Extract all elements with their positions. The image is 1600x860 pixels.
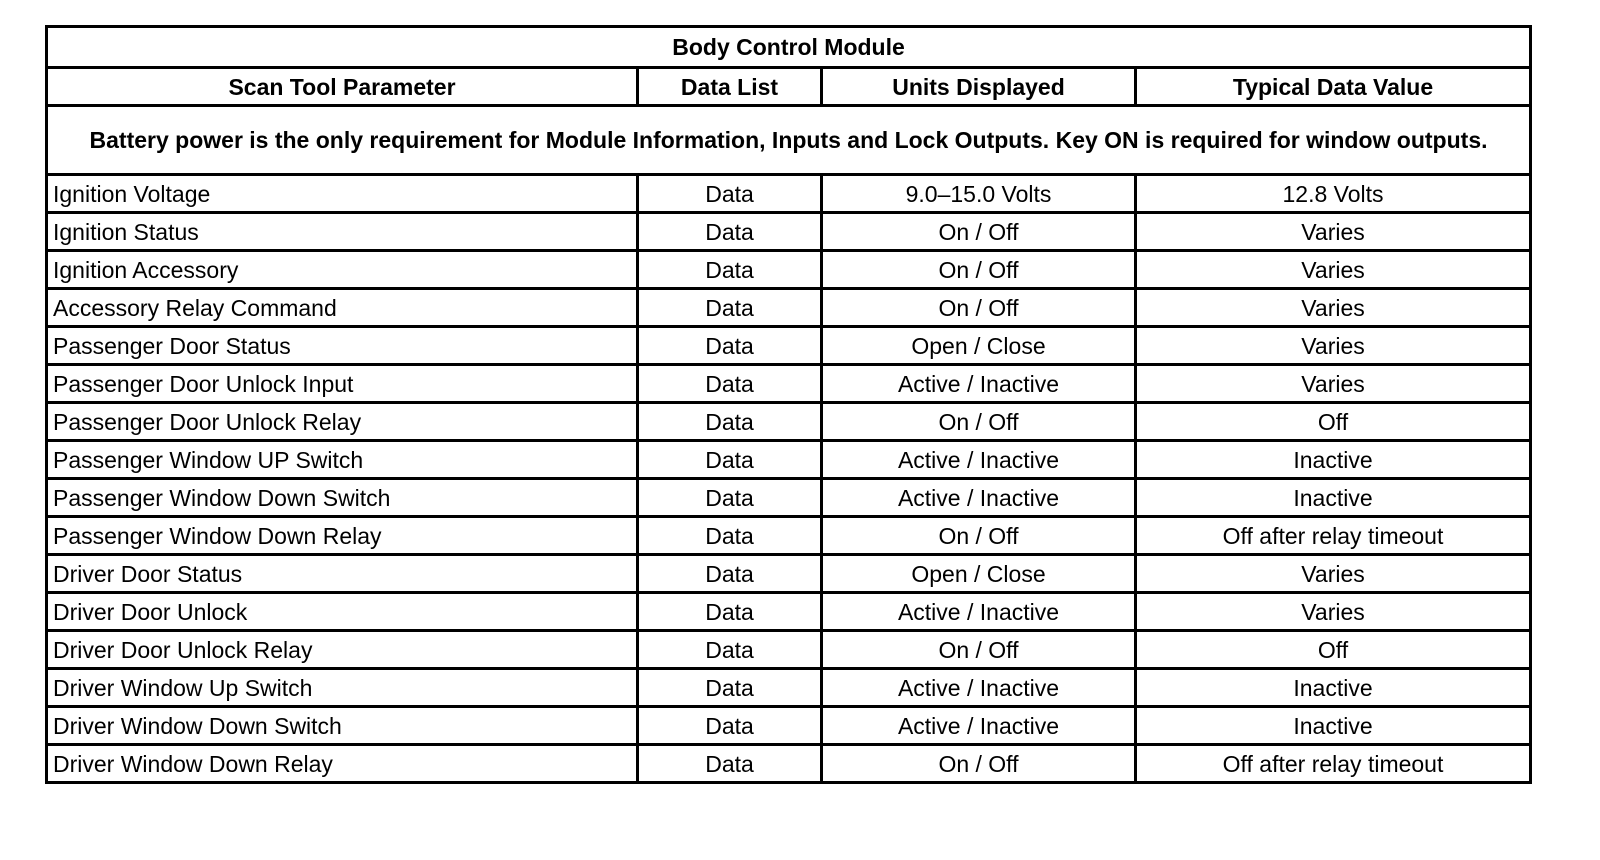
cell-typical-value: Inactive	[1136, 669, 1531, 707]
cell-data-list: Data	[638, 213, 822, 251]
column-header-data-list: Data List	[638, 68, 822, 106]
cell-parameter: Ignition Status	[47, 213, 638, 251]
cell-typical-value: Inactive	[1136, 707, 1531, 745]
cell-typical-value: Off	[1136, 631, 1531, 669]
cell-parameter: Driver Window Up Switch	[47, 669, 638, 707]
table-title-row	[47, 27, 1531, 68]
cell-typical-value: Inactive	[1136, 479, 1531, 517]
cell-units: Active / Inactive	[822, 669, 1136, 707]
cell-units: Active / Inactive	[822, 365, 1136, 403]
cell-typical-value: 12.8 Volts	[1136, 175, 1531, 213]
cell-units: 9.0–15.0 Volts	[822, 175, 1136, 213]
cell-units: On / Off	[822, 251, 1136, 289]
table-row	[47, 593, 1531, 631]
body-control-module-table	[45, 25, 1532, 784]
cell-typical-value: Varies	[1136, 327, 1531, 365]
cell-parameter: Ignition Accessory	[47, 251, 638, 289]
cell-parameter: Passenger Window Down Switch	[47, 479, 638, 517]
table-row	[47, 289, 1531, 327]
cell-data-list: Data	[638, 707, 822, 745]
cell-data-list: Data	[638, 327, 822, 365]
table-row	[47, 175, 1531, 213]
table-row	[47, 403, 1531, 441]
column-header-typical-value: Typical Data Value	[1136, 68, 1531, 106]
cell-units: On / Off	[822, 745, 1136, 783]
cell-units: On / Off	[822, 631, 1136, 669]
cell-data-list: Data	[638, 441, 822, 479]
table-row	[47, 517, 1531, 555]
cell-typical-value: Varies	[1136, 251, 1531, 289]
table-row	[47, 745, 1531, 783]
cell-units: On / Off	[822, 213, 1136, 251]
table-row	[47, 555, 1531, 593]
cell-parameter: Driver Window Down Relay	[47, 745, 638, 783]
cell-data-list: Data	[638, 251, 822, 289]
cell-data-list: Data	[638, 517, 822, 555]
table-header-row	[47, 68, 1531, 106]
column-header-units: Units Displayed	[822, 68, 1136, 106]
cell-units: On / Off	[822, 403, 1136, 441]
cell-typical-value: Varies	[1136, 555, 1531, 593]
table-row	[47, 479, 1531, 517]
cell-data-list: Data	[638, 175, 822, 213]
table-row	[47, 327, 1531, 365]
cell-parameter: Passenger Window UP Switch	[47, 441, 638, 479]
cell-typical-value: Inactive	[1136, 441, 1531, 479]
table-row	[47, 365, 1531, 403]
cell-data-list: Data	[638, 365, 822, 403]
cell-typical-value: Varies	[1136, 365, 1531, 403]
cell-data-list: Data	[638, 289, 822, 327]
column-header-parameter: Scan Tool Parameter	[47, 68, 638, 106]
cell-data-list: Data	[638, 479, 822, 517]
cell-typical-value: Off after relay timeout	[1136, 517, 1531, 555]
cell-parameter: Ignition Voltage	[47, 175, 638, 213]
cell-parameter: Passenger Door Status	[47, 327, 638, 365]
cell-units: On / Off	[822, 517, 1136, 555]
cell-parameter: Driver Door Unlock Relay	[47, 631, 638, 669]
table-row	[47, 213, 1531, 251]
table-row	[47, 631, 1531, 669]
cell-typical-value: Varies	[1136, 289, 1531, 327]
cell-parameter: Driver Window Down Switch	[47, 707, 638, 745]
cell-units: Active / Inactive	[822, 593, 1136, 631]
cell-data-list: Data	[638, 555, 822, 593]
table-row	[47, 669, 1531, 707]
cell-units: Open / Close	[822, 327, 1136, 365]
cell-typical-value: Varies	[1136, 213, 1531, 251]
table-row	[47, 251, 1531, 289]
cell-parameter: Passenger Door Unlock Input	[47, 365, 638, 403]
cell-units: Active / Inactive	[822, 707, 1136, 745]
cell-typical-value: Off	[1136, 403, 1531, 441]
cell-data-list: Data	[638, 593, 822, 631]
cell-data-list: Data	[638, 631, 822, 669]
cell-parameter: Driver Door Unlock	[47, 593, 638, 631]
cell-parameter: Passenger Door Unlock Relay	[47, 403, 638, 441]
table-row	[47, 441, 1531, 479]
cell-data-list: Data	[638, 403, 822, 441]
cell-data-list: Data	[638, 669, 822, 707]
cell-units: Open / Close	[822, 555, 1136, 593]
table-note-row	[47, 106, 1531, 175]
cell-data-list: Data	[638, 745, 822, 783]
cell-units: Active / Inactive	[822, 441, 1136, 479]
cell-parameter: Driver Door Status	[47, 555, 638, 593]
table-body	[47, 106, 1531, 783]
cell-typical-value: Off after relay timeout	[1136, 745, 1531, 783]
cell-units: On / Off	[822, 289, 1136, 327]
cell-parameter: Passenger Window Down Relay	[47, 517, 638, 555]
table-title: Body Control Module	[47, 27, 1531, 68]
cell-units: Active / Inactive	[822, 479, 1136, 517]
table-row	[47, 707, 1531, 745]
cell-parameter: Accessory Relay Command	[47, 289, 638, 327]
table-note: Battery power is the only requirement for Module Information, Inputs and Lock Outputs. Key ON is required for window outputs.	[47, 106, 1531, 175]
cell-typical-value: Varies	[1136, 593, 1531, 631]
